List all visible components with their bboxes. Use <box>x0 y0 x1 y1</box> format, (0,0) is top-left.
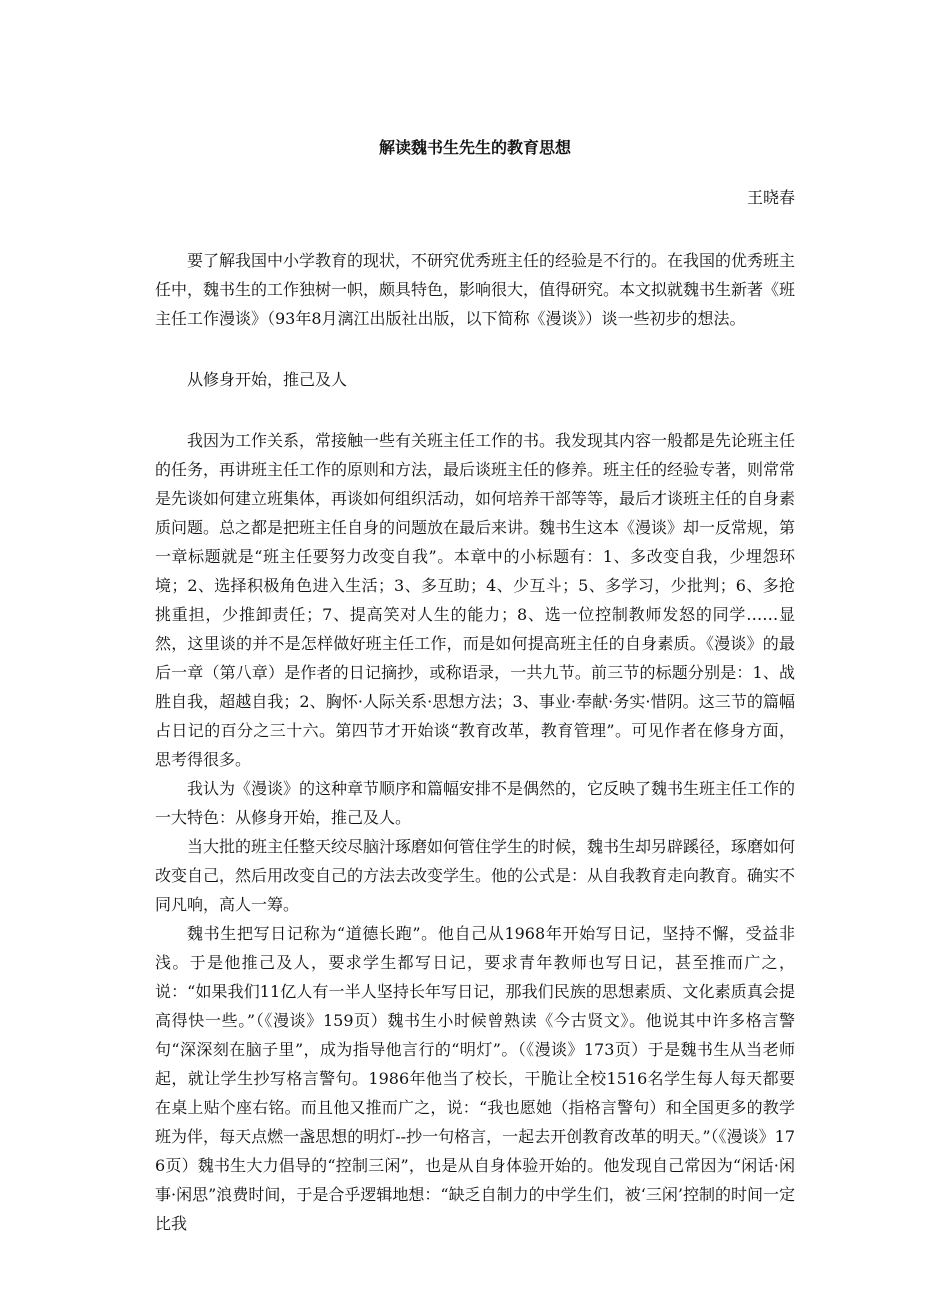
body-paragraph: 我认为《漫谈》的这种章节顺序和篇幅安排不是偶然的，它反映了魏书生班主任工作的一大特色：从修身开始，推己及人。 <box>155 779 796 827</box>
document-body <box>155 132 795 1238</box>
spacer <box>155 394 795 426</box>
section-heading: 从修身开始，推己及人 <box>187 370 348 389</box>
spacer <box>155 214 795 246</box>
document-author: 王晓春 <box>746 188 795 207</box>
intro-paragraph: 要了解我国中小学教育的现状，不研究优秀班主任的经验是不行的。在我国的优秀班主任中，魏书生的工作独树一帜，颇具特色，影响很大，值得研究。本文拟就魏书生新著《班主任工作漫谈》（93年8月漓江出版社出版，以下简称《漫谈》）谈一些初步的想法。 <box>155 251 796 328</box>
spacer <box>155 333 795 365</box>
body-paragraph: 当大批的班主任整天绞尽脑汁琢磨如何管住学生的时候，魏书生却另辟蹊径，琢磨如何改变自己，然后用改变自己的方法去改变学生。他的公式是：从自我教育走向教育。确实不同凡响，高人一筹。 <box>155 837 796 914</box>
body-paragraph: 魏书生把写日记称为“道德长跑”。他自己从1968年开始写日记，坚持不懈，受益非浅。于是他推己及人，要求学生都写日记，要求青年教师也写日记，甚至推而广之，说：“如果我们11亿人有一半人坚持长年写日记，那我们民族的思想素质、文化素质真会提高得快一些。”（《漫谈》159页）魏书生小时候曾熟读《今古贤文》。他说其中许多格言警句“深深刻在脑子里”，成为指导他言行的“明灯”。（《漫谈》173页）于是魏书生从当老师起，就让学生抄写格言警句。1986年他当了校长，干脆让全校1516名学生每人每天都要在桌上贴个座右铭。而且他又推而广之，说：“我也愿她（指格言警句）和全国更多的教学班为伴，每天点燃一盏思想的明灯--抄一句格言，一起去开创教育改革的明天。”（《漫谈》176页）魏书生大力倡导的“控制三闲”，也是从自身体验开始的。他发现自己常因为“闲话·闲事·闲思”浪费时间，于是合乎逻辑地想：“缺乏自制力的中学生们，被‘三闲’控制的时间一定比我 <box>155 924 795 1233</box>
document-title: 解读魏书生先生的教育思想 <box>378 138 571 157</box>
body-paragraph: 我因为工作关系，常接触一些有关班主任工作的书。我发现其内容一般都是先论班主任的任务，再讲班主任工作的原则和方法，最后谈班主任的修养。班主任的经验专著，则常常是先谈如何建立班集体，再谈如何组织活动，如何培养干部等等，最后才谈班主任的自身素质问题。总之都是把班主任自身的问题放在最后来讲。魏书生这本《漫谈》却一反常规，第一章标题就是“班主任要努力改变自我”。本章中的小标题有：1、多改变自我，少埋怨环境；2、选择积极角色进入生活；3、多互助；4、少互斗；5、多学习，少批判；6、多抢挑重担，少推卸责任；7、提高笑对人生的能力；8、选一位控制教师发怒的同学……显然，这里谈的并不是怎样做好班主任工作，而是如何提高班主任的自身素质。《漫谈》的最后一章（第八章）是作者的日记摘抄，或称语录，一共九节。前三节的标题分别是：1、战胜自我，超越自我；2、胸怀·人际关系·思想方法；3、事业·奉献·务实·惜阴。这三节的篇幅占日记的百分之三十六。第四节才开始谈“教育改革，教育管理”。可见作者在修身方面，思考得很多。 <box>155 431 796 769</box>
